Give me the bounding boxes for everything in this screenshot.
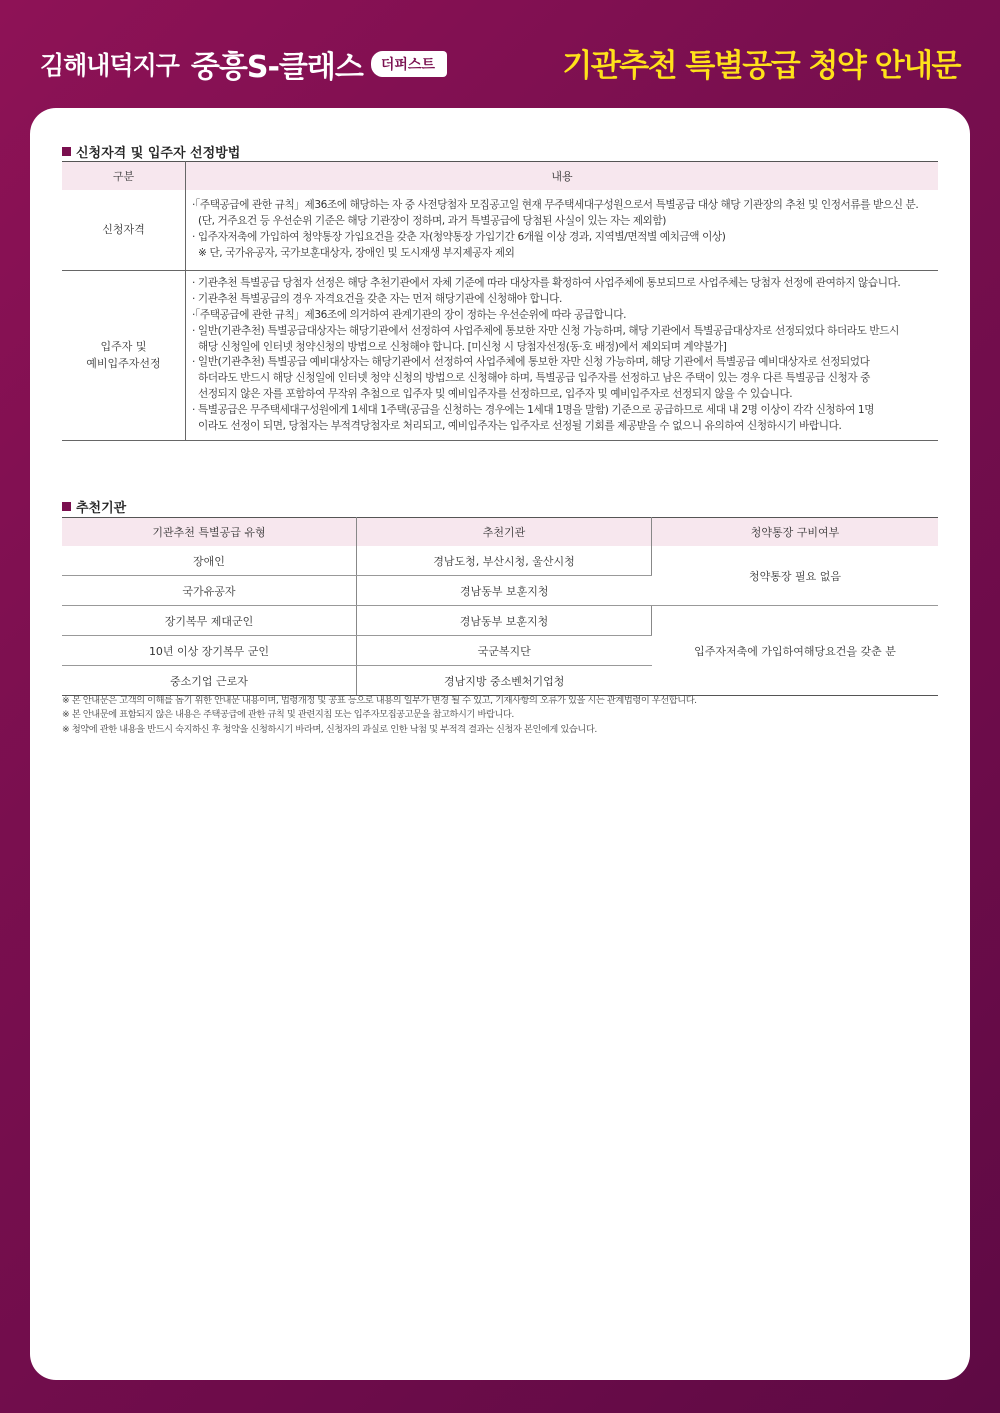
- row-label: 입주자 및 예비입주자선정: [62, 271, 186, 441]
- section-agencies-title: 추천기관: [62, 497, 126, 516]
- account-cell: 입주자저축에 가입하여해당요건을 갖춘 분: [652, 606, 939, 696]
- content-card: [30, 108, 970, 1380]
- brand-logo: [40, 42, 447, 86]
- table-row: [62, 546, 938, 576]
- eligibility-table: [62, 161, 938, 441]
- content-line: · 일반(기관추천) 특별공급대상자는 해당기관에서 선정하여 사업주체에 통보한 자만 신청 가능하며, 해당 기관에서 특별공급대상자로 선정되었다 하더라도 반드시: [192, 324, 899, 337]
- content-line: · 기관추천 특별공급의 경우 자격요건을 갖춘 자는 먼저 해당기관에 신청해야 합니다.: [192, 292, 562, 305]
- square-bullet-icon: [62, 147, 71, 156]
- account-cell: 청약통장 필요 없음: [652, 546, 939, 606]
- content-line: 이라도 선정이 되면, 당첨자는 부적격당첨자로 처리되고, 예비입주자는 입주자로 선정될 기회를 제공받을 수 없으니 유의하여 신청하시기 바랍니다.: [198, 420, 842, 433]
- row-label: 신청자격: [62, 190, 186, 271]
- location-name: 김해내덕지구: [40, 51, 179, 80]
- brand-badge: 더퍼스트: [371, 51, 447, 77]
- type-cell: 중소기업 근로자: [62, 666, 357, 696]
- table-header-row: [62, 162, 938, 191]
- agency-cell: 경남동부 보훈지청: [357, 576, 652, 606]
- agency-cell: 경남동부 보훈지청: [357, 606, 652, 636]
- type-cell: 장애인: [62, 546, 357, 576]
- column-header: 구분: [62, 162, 186, 191]
- table-row: [62, 190, 938, 271]
- row-content: [186, 271, 939, 441]
- type-cell: 장기복무 제대군인: [62, 606, 357, 636]
- brand-name: 중흥S-클래스: [190, 50, 363, 85]
- content-line: 하더라도 반드시 해당 신청일에 인터넷 청약 신청의 방법으로 신청해야 하며, 특별공급 입주자를 선정하고 남은 주택이 있는 경우 다른 특별공급 신청자 중: [198, 372, 870, 385]
- footnote: ※ 본 안내문에 표함되지 않은 내용은 주택공급에 관한 규칙 및 관련지침 또는 입주자모집공고문을 참고하시기 바랍니다.: [62, 709, 514, 721]
- column-header: 기관추천 특별공급 유형: [62, 518, 357, 547]
- footnote: ※ 청약에 관한 내용을 반드시 숙지하신 후 청약을 신청하시기 바라며, 신청자의 과실로 인한 낙첨 및 부적격 결과는 신청자 본인에게 있습니다.: [62, 723, 597, 735]
- content-line: 선정되지 않은 자를 포함하여 무작위 추첨으로 입주자 및 예비입주자를 선정하므로, 입주자 및 예비입주자로 선정되지 않을 수 있습니다.: [198, 388, 793, 401]
- row-content: [186, 190, 939, 271]
- document-title: 기관추천 특별공급 청약 안내문: [562, 48, 960, 84]
- content-line: ·「주택공급에 관한 규칙」제36조에 해당하는 자 중 사전당첨자 모집공고일 현재 무주택세대구성원으로서 특별공급 대상 해당 기관장의 추천 및 인정서류를 받으신 분.: [192, 199, 919, 212]
- content-line: (단, 거주요건 등 우선순위 기준은 해당 기관장이 정하며, 과거 특별공급에 당첨된 사실이 있는 자는 제외함): [198, 215, 666, 228]
- agency-cell: 국군복지단: [357, 636, 652, 666]
- square-bullet-icon: [62, 502, 71, 511]
- agency-cell: 경남도청, 부산시청, 울산시청: [357, 546, 652, 576]
- column-header: 내용: [186, 162, 939, 191]
- type-cell: 국가유공자: [62, 576, 357, 606]
- content-line: · 특별공급은 무주택세대구성원에게 1세대 1주택(공급을 신청하는 경우에는 1세대 1명을 말함) 기준으로 공급하므로 세대 내 2명 이상이 각각 신청하여 1명: [192, 404, 875, 417]
- page-header: [0, 0, 1000, 110]
- content-line: ※ 단, 국가유공자, 국가보훈대상자, 장애인 및 도시재생 부지제공자 제외: [198, 246, 515, 259]
- column-header: 추천기관: [357, 518, 652, 547]
- content-line: · 입주자저축에 가입하여 청약통장 가입요건을 갖춘 자(청약통장 가입기간 6개월 이상 경과, 지역별/면적별 예치금액 이상): [192, 231, 726, 243]
- table-row: [62, 271, 938, 441]
- type-cell: 10년 이상 장기복무 군인: [62, 636, 357, 666]
- agency-cell: 경남지방 중소벤처기업청: [357, 666, 652, 696]
- table-header-row: [62, 518, 938, 547]
- footnote: ※ 본 안내문은 고객의 이해를 돕기 위한 안내문 내용이며, 법령개정 및 공표 등으로 내용의 일부가 변경 될 수 있고, 기재사항의 오류가 있을 시는 관계법령이 우선합니다.: [62, 695, 697, 706]
- section-eligibility-title: 신청자격 및 입주자 선정방법: [62, 142, 240, 161]
- content-line: · 일반(기관추천) 특별공급 예비대상자는 해당기관에서 선정하여 사업주체에 통보한 자만 신청 가능하며, 해당 기관에서 특별공급 예비대상자로 선정되었다: [192, 356, 870, 369]
- agencies-table: [62, 517, 938, 696]
- content-line: · 기관추천 특별공급 당첨자 선정은 해당 추천기관에서 자체 기준에 따라 대상자를 확정하여 사업주체에 통보되므로 사업주체는 당첨자 선정에 관여하지 않습니다.: [192, 277, 901, 289]
- table-row: [62, 606, 938, 636]
- footnotes: [62, 694, 697, 737]
- content-line: 해당 신청일에 인터넷 청약신청의 방법으로 신청해야 합니다. [미신청 시 당첨자선정(동·호 배정)에서 제외되며 계약불가]: [198, 340, 727, 353]
- column-header: 청약통장 구비여부: [652, 518, 939, 547]
- content-line: ·「주택공급에 관한 규칙」제36조에 의거하여 관계기관의 장이 정하는 우선순위에 따라 공급합니다.: [192, 308, 627, 321]
